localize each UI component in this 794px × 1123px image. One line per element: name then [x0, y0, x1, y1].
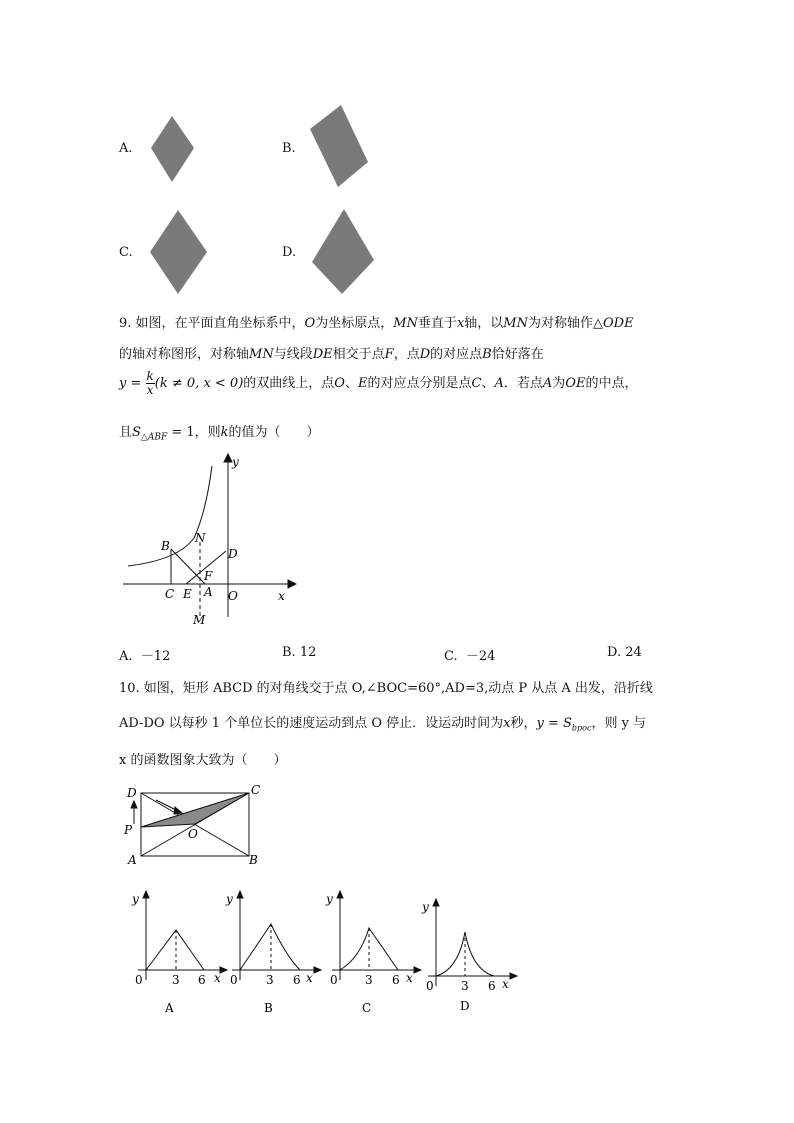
figure-label: y	[132, 892, 139, 906]
q8-shape-c	[148, 208, 210, 298]
figure-label: y	[422, 900, 429, 914]
label-y: y	[232, 455, 239, 469]
q9-choice-a[interactable]: A. －12	[119, 649, 171, 664]
q10-line-2: AD-DO 以每秒 1 个单位长的速度运动到点 O 停止．设运动时间为x秒，$y = S_{bpoc}$，则 y 与	[119, 716, 647, 733]
figure-label: 3	[461, 979, 469, 993]
q8-shape-a	[148, 114, 198, 184]
figure-label: 6	[198, 973, 206, 987]
label-o: O	[188, 827, 198, 841]
figure-stroke	[510, 973, 517, 979]
label-f: F	[204, 569, 213, 583]
label-a: A	[128, 853, 137, 867]
shaded-triangle-poc	[141, 793, 249, 827]
graph-a-caption: A	[165, 1001, 174, 1015]
graph-d-caption: D	[460, 999, 470, 1013]
figure-label: 3	[172, 973, 180, 987]
figure-label: 3	[266, 973, 274, 987]
q10-graph-b[interactable]	[226, 888, 326, 1018]
figure-label: 0	[426, 979, 434, 993]
q8-option-d-label[interactable]: D.	[282, 245, 297, 260]
rhombus-shape	[150, 210, 207, 294]
figure-label: 6	[293, 973, 301, 987]
label-a: A	[204, 585, 213, 599]
q8-shape-d	[308, 206, 378, 298]
graph-b-curve	[240, 924, 300, 970]
q10-graph-a[interactable]	[128, 888, 228, 1018]
label-m: M	[193, 613, 206, 627]
q9-choice-c[interactable]: C. －24	[444, 649, 496, 664]
hyperbola-curve	[128, 466, 212, 566]
label-c: C	[251, 783, 261, 797]
q9-fraction: $\frac{k}{x}$	[146, 369, 154, 397]
q9-line-4: 且$S_{\triangle ABF} = 1$，则k的值为（ ）	[119, 425, 320, 443]
motion-arrow-head	[174, 807, 182, 814]
figure-label: y	[226, 892, 233, 906]
q10-line-3: x 的函数图象大致为（ ）	[119, 753, 287, 768]
graph-c-caption: C	[362, 1001, 372, 1015]
q9-line-2: 的轴对称图形，对称轴MN与线段DE相交于点F，点D的对应点B恰好落在	[119, 347, 544, 362]
figure-label: 0	[330, 973, 338, 987]
tilted-rectangle-shape	[310, 105, 368, 187]
figure-label: x	[214, 971, 221, 985]
q9-choice-d[interactable]: D. 24	[607, 645, 642, 660]
figure-label: 3	[365, 973, 373, 987]
q8-option-c-label[interactable]: C.	[119, 245, 133, 260]
label-d: D	[228, 547, 238, 561]
figure-stroke	[314, 967, 321, 973]
label-n: N	[195, 531, 206, 545]
figure-stroke	[414, 967, 421, 973]
q8-option-a-label[interactable]: A.	[119, 141, 133, 156]
graph-b-caption: B	[264, 1001, 273, 1015]
label-e: E	[183, 587, 192, 601]
kite-shape	[312, 209, 374, 294]
figure-stroke	[237, 891, 243, 898]
q9-figure	[118, 452, 303, 632]
figure-stroke	[143, 891, 149, 898]
figure-label: 6	[392, 973, 400, 987]
label-x: x	[278, 589, 285, 603]
label-b: B	[161, 539, 170, 553]
q10-line-1: 10. 如图，矩形 ABCD 的对角线交于点 O,∠BOC=60°,AD=3,动点 P 从点 A 出发，沿折线	[119, 681, 653, 696]
q10-graph-c[interactable]	[326, 888, 426, 1018]
thin-rhombus-shape	[151, 116, 194, 182]
figure-label: 0	[135, 973, 143, 987]
y-axis-arrow	[224, 454, 232, 462]
label-b: B	[249, 853, 258, 867]
q9-choice-b[interactable]: B. 12	[282, 645, 317, 660]
q10-rectangle-figure	[120, 782, 270, 870]
q9-line-1: 9. 如图，在平面直角坐标系中，O为坐标原点，MN垂直于x轴，以MN为对称轴作△ODE	[119, 316, 634, 331]
figure-stroke	[337, 891, 343, 898]
figure-label: x	[502, 977, 509, 991]
q8-option-b-label[interactable]: B.	[282, 141, 296, 156]
x-axis-arrow	[288, 580, 296, 588]
figure-label: 0	[230, 973, 238, 987]
q8-shape-b	[306, 102, 372, 192]
figure-label: x	[406, 971, 413, 985]
figure-stroke	[433, 899, 439, 906]
label-o: O	[228, 589, 238, 603]
q10-graph-d[interactable]	[422, 896, 522, 1021]
label-c: C	[165, 587, 175, 601]
label-p: P	[124, 823, 133, 837]
p-arrow-head	[131, 801, 137, 808]
q9-line-3: y = $\frac{k}{x}$ (k ≠ 0, x < 0)的双曲线上，点O、E的对应点分别是点C、A．若点A为OE的中点，	[119, 369, 638, 397]
graph-a-curve	[146, 930, 204, 970]
figure-label: 6	[488, 979, 496, 993]
figure-label: y	[326, 892, 333, 906]
label-d: D	[127, 786, 137, 800]
figure-label: x	[306, 971, 313, 985]
